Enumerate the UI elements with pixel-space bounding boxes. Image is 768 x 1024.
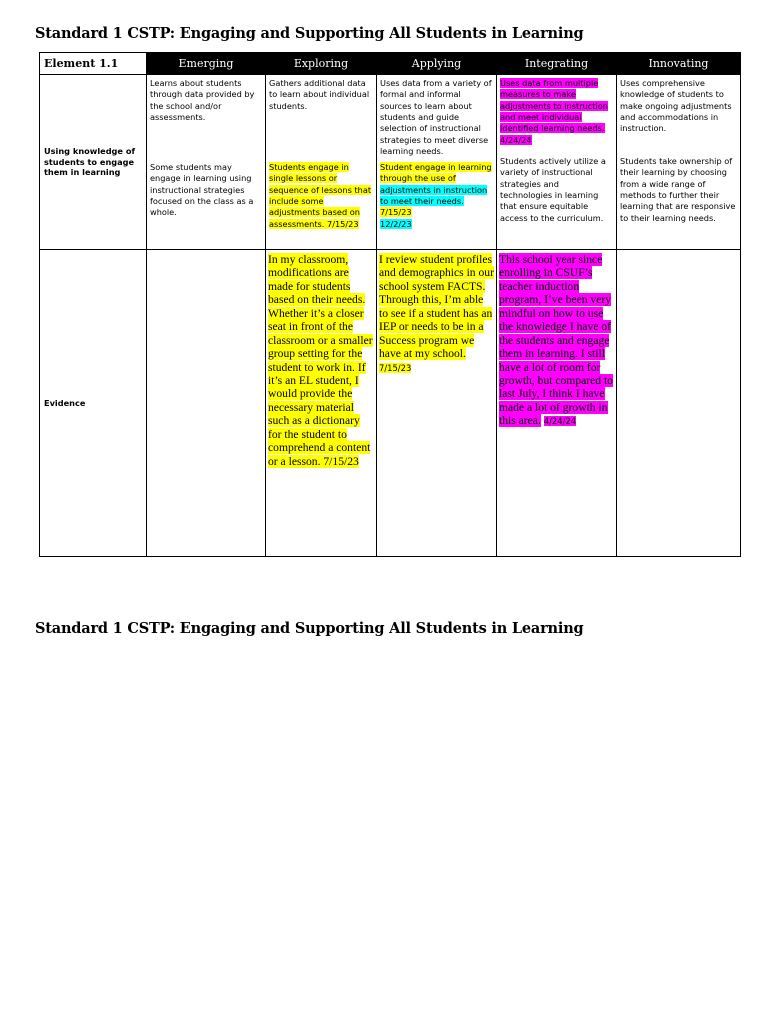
rubric-table [39, 52, 741, 557]
column-header-integrating: Integrating [497, 53, 617, 75]
element-label: Element 1.1 [40, 53, 147, 75]
column-header-emerging: Emerging [147, 53, 266, 75]
cell-integrating [497, 75, 617, 250]
descriptor-top: Learns about students through data provided by the school and/or assessments. [150, 78, 255, 122]
highlighted-text: Student engage in learning through the use of [380, 162, 492, 184]
evidence-date: 4/24/24 [543, 416, 577, 427]
evidence-exploring [266, 250, 377, 557]
cell-exploring [266, 75, 377, 250]
descriptor-top [500, 78, 613, 156]
date-highlight-cyan: 12/2/23 [380, 218, 412, 229]
column-header-innovating: Innovating [617, 53, 741, 75]
page-title-repeat: Standard 1 CSTP: Engaging and Supporting All Students in Learning [35, 620, 584, 637]
highlighted-text-cyan: adjustments in instruction to meet their needs. [380, 184, 488, 206]
highlighted-text-magenta: Uses data from multiple measures to make adjustments to instruction and meet individual identified learning needs. 4/24/24 [500, 78, 608, 145]
row-label-evidence: Evidence [40, 250, 147, 557]
descriptor-top: Uses comprehensive knowledge of students to make ongoing adjustments and accommodations in instruction. [620, 78, 732, 134]
header-row [40, 53, 741, 75]
evidence-innovating [617, 250, 741, 557]
cell-emerging [147, 75, 266, 250]
descriptor-bottom: Students actively utilize a variety of instructional strategies and technologies in learning that ensure equitable access to the curriculum. [500, 156, 606, 223]
descriptor-bottom: Students take ownership of their learning by choosing from a wide range of methods to further their learning that are responsive to their learning needs. [620, 156, 736, 223]
highlighted-text: Students engage in single lessons or sequence of lessons that include some adjustments based on assessments. 7/15/23 [269, 162, 372, 229]
row-label-knowledge: Using knowledge of students to engage them in learning [40, 75, 147, 250]
date-highlight: 7/15/23 [380, 207, 412, 218]
table-row [40, 250, 741, 557]
descriptor-bottom [380, 162, 493, 230]
highlighted-evidence: In my classroom, modifications are made for students based on their needs. Whether it’s a closer seat in front of the classroom or a smaller group setting for the student to work in. If it’s an EL student, I would provide the necessary material such as a dictionary for the student to comprehend a content or a lesson. 7/15/23 [268, 253, 373, 468]
cell-innovating [617, 75, 741, 250]
descriptor-bottom: Some students may engage in learning using instructional strategies focused on the class as a whole. [150, 162, 254, 218]
page-title: Standard 1 CSTP: Engaging and Supporting All Students in Learning [35, 25, 584, 42]
evidence-integrating [497, 250, 617, 557]
descriptor-top: Gathers additional data to learn about individual students. [269, 78, 370, 111]
cell-applying [377, 75, 497, 250]
table-row [40, 75, 741, 250]
highlighted-evidence-magenta: This school year since enrolling in CSUF’s teacher induction program, I’ve been very mindful on how to use the knowledge I have of the students and engage them in learning. I still have a lot of room for growth, but compared to last July, I think I have made a lot of growth in this area. [499, 253, 613, 428]
column-header-exploring: Exploring [266, 53, 377, 75]
column-header-applying: Applying [377, 53, 497, 75]
evidence-date: 7/15/23 [379, 362, 412, 373]
evidence-applying [377, 250, 497, 557]
highlighted-evidence: I review student profiles and demographics in our school system FACTS. Through this, I’m able to see if a student has an IEP or needs to be in a Success program we have at my school. [379, 253, 494, 361]
evidence-emerging [147, 250, 266, 557]
descriptor-bottom [269, 162, 373, 230]
descriptor-top: Uses data from a variety of formal and informal sources to learn about students and guide selection of instructional strategies to meet diverse learning needs. [380, 78, 492, 156]
